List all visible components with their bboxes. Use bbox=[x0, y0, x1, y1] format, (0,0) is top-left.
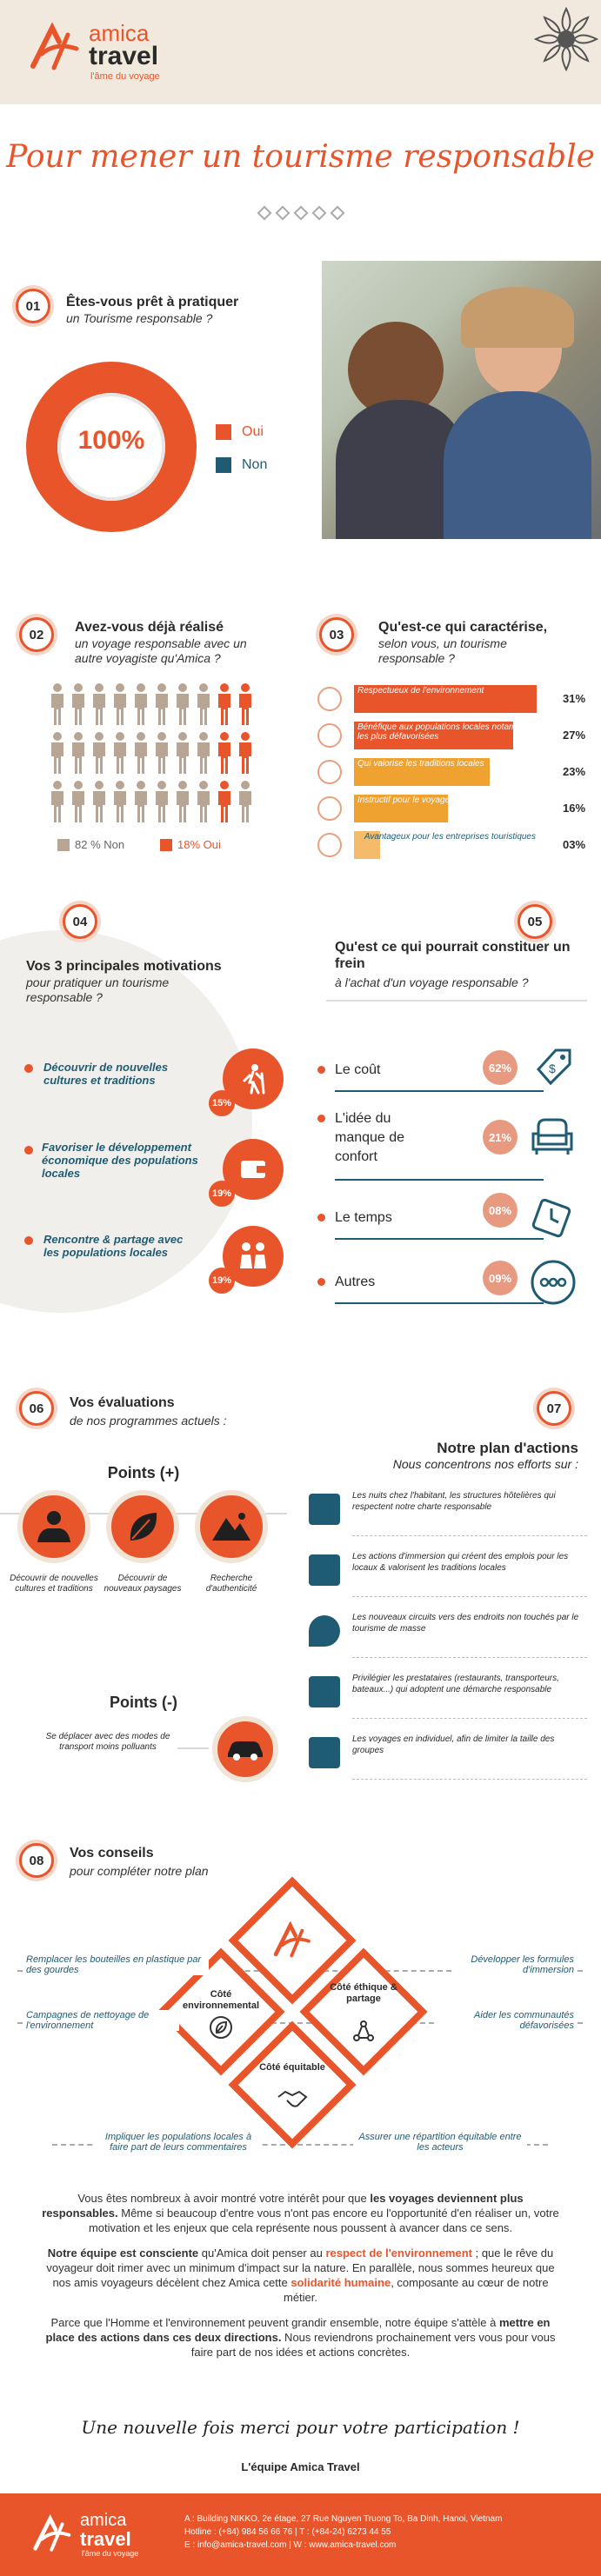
question-number: 01 bbox=[16, 289, 50, 323]
minus-title: Points (-) bbox=[110, 1694, 177, 1711]
characteristic-pct: 23% bbox=[563, 765, 586, 778]
text: Vous êtes nombreux à avoir montré votre intérêt pour que bbox=[77, 2192, 371, 2205]
brake-item bbox=[317, 1257, 596, 1309]
person-icon bbox=[174, 781, 191, 822]
question-number: 03 bbox=[319, 617, 354, 652]
section-q3 bbox=[300, 609, 601, 878]
briefcase-icon bbox=[317, 833, 342, 857]
advice-bottom-right: Assurer une répartition équitable entre les acteurs bbox=[353, 2132, 527, 2153]
question-subtitle: pour compléter notre plan bbox=[70, 1864, 209, 1878]
footer-phones[interactable]: Hotline : (+84) 984 56 66 76 | T : (+84-24) 6273 44 55 bbox=[184, 2527, 391, 2537]
question-subtitle: Nous concentrons nos efforts sur : bbox=[392, 1457, 578, 1471]
question-number: 06 bbox=[19, 1391, 54, 1426]
handshake-icon bbox=[17, 1490, 90, 1563]
characteristic-label: Qui valorise les traditions locales bbox=[357, 759, 484, 769]
user-icon bbox=[317, 723, 342, 748]
footer-tagline: l'âme du voyage bbox=[82, 2549, 139, 2558]
diamond-eq-label: Côté équitable bbox=[259, 2062, 325, 2073]
mountain-icon bbox=[195, 1490, 268, 1563]
header bbox=[0, 0, 601, 104]
signature: L'équipe Amica Travel bbox=[241, 2460, 360, 2473]
text: Nous reviendrons prochainement vers vous pour vous faire part de nos idées et actions concrètes. bbox=[190, 2331, 556, 2359]
text: ; que le rêve du voyageur doit rimer avec un minimum d'impact sur la nature. En parallèle, nous sommes heureux que nos amis voyageurs décèlent chez Amica cette bbox=[46, 2247, 555, 2289]
characteristic-label: Instructif pour le voyageur bbox=[357, 795, 458, 805]
action-divider bbox=[352, 1596, 587, 1597]
house-icon bbox=[309, 1494, 340, 1525]
characteristics-bar-list bbox=[317, 683, 596, 875]
more-options-icon bbox=[530, 1259, 577, 1306]
leaf-icon bbox=[317, 760, 342, 784]
price-tag-icon bbox=[530, 1043, 575, 1088]
section-q1 bbox=[0, 252, 601, 548]
section-q5 bbox=[300, 878, 601, 1339]
text-highlight: solidarité humaine bbox=[290, 2276, 391, 2289]
question-number: 04 bbox=[63, 904, 97, 939]
person-icon bbox=[111, 781, 129, 822]
advice-left-1: Remplacer les bouteilles en plastique par des gourdes bbox=[26, 1954, 209, 1975]
action-text: Les voyages en individuel, afin de limiter la taille des groupes bbox=[352, 1734, 555, 1755]
closing-paragraph-2 bbox=[42, 2246, 559, 2305]
svg-text:$: $ bbox=[549, 1062, 556, 1075]
closing-paragraph-3 bbox=[42, 2315, 559, 2360]
legend-label-yes: Oui bbox=[242, 424, 264, 439]
donut-value: 100% bbox=[77, 426, 145, 455]
brake-label: Le temps bbox=[335, 1210, 392, 1225]
brake-item bbox=[317, 1045, 596, 1097]
question-subtitle: un Tourisme responsable ? bbox=[66, 311, 213, 325]
legend-label-yes: 18% Oui bbox=[177, 838, 221, 851]
logo[interactable] bbox=[28, 19, 228, 80]
action-item bbox=[305, 1546, 592, 1601]
flower-ornament-icon bbox=[532, 5, 600, 73]
clock-icon bbox=[530, 1196, 573, 1240]
advice-left-2: Campagnes de nettoyage de l'environnement bbox=[26, 2010, 179, 2031]
legend-no bbox=[216, 457, 267, 473]
legend-label-no: Non bbox=[242, 457, 268, 472]
motivation-pct: 19% bbox=[209, 1268, 235, 1294]
text-highlight: respect de l'environnement bbox=[325, 2247, 472, 2260]
motivation-item bbox=[19, 1226, 280, 1295]
person-icon bbox=[90, 732, 108, 774]
question-title: Êtes-vous prêt à pratiquer bbox=[66, 295, 239, 310]
person-icon bbox=[216, 732, 233, 774]
person-icon bbox=[70, 732, 87, 774]
action-text: Les nouveaux circuits vers des endroits non touchés par le tourisme de masse bbox=[352, 1613, 579, 1634]
person-icon bbox=[111, 683, 129, 725]
legend-swatch-no bbox=[216, 457, 231, 473]
footer-logo[interactable] bbox=[31, 2509, 188, 2561]
footer-web[interactable]: E : info@amica-travel.com | W : www.amica-travel.com bbox=[184, 2540, 397, 2550]
brake-pct: 08% bbox=[483, 1193, 518, 1228]
question-subtitle: à l'achat d'un voyage responsable ? bbox=[335, 975, 529, 989]
text-bold: mettre en place des actions dans ces deux directions. bbox=[45, 2316, 551, 2344]
legend-swatch-no bbox=[57, 839, 70, 851]
plus-title: Points (+) bbox=[107, 1464, 180, 1481]
footer bbox=[0, 2493, 601, 2576]
question-number: 02 bbox=[19, 617, 54, 652]
action-plan-list bbox=[300, 1485, 601, 1815]
person-icon bbox=[195, 732, 212, 774]
section-q2 bbox=[0, 609, 300, 869]
section-q4 bbox=[0, 878, 300, 1339]
lightbulb-icon bbox=[317, 796, 342, 821]
person-icon bbox=[49, 732, 66, 774]
motivation-pct: 19% bbox=[209, 1181, 235, 1207]
person-icon bbox=[195, 781, 212, 822]
legend-yes bbox=[216, 424, 264, 440]
question-title: Qu'est-ce qui caractérise, bbox=[378, 620, 548, 635]
person-icon bbox=[90, 683, 108, 725]
characteristic-pct: 16% bbox=[563, 802, 586, 815]
closing-paragraph-1 bbox=[42, 2191, 559, 2235]
footer-brand: amica bbox=[80, 2511, 127, 2530]
action-text: Les nuits chez l'habitant, les structures hôtelières qui respectent notre charte responsable bbox=[352, 1491, 556, 1512]
logo-mark-icon bbox=[28, 23, 82, 73]
characteristic-row bbox=[317, 683, 596, 715]
minus-item: Se déplacer avec des modes de transport moins polluants bbox=[38, 1732, 177, 1753]
section-q6 bbox=[0, 1382, 300, 1817]
person-icon bbox=[237, 683, 254, 725]
page-title: Pour mener un tourisme responsable bbox=[6, 139, 595, 175]
person-icon bbox=[132, 683, 150, 725]
location-pin-icon bbox=[309, 1615, 340, 1647]
section-q7 bbox=[300, 1382, 601, 1817]
characteristic-label: Bénéfique aux populations locales notamment les plus défavorisées bbox=[357, 722, 536, 742]
person-icon bbox=[90, 781, 108, 822]
section-q8 bbox=[0, 1834, 601, 2200]
handshake-icon bbox=[277, 2087, 308, 2111]
travelers-photo bbox=[322, 261, 601, 539]
person-icon bbox=[195, 683, 212, 725]
leaf-icon bbox=[106, 1490, 179, 1563]
question-number: 08 bbox=[19, 1843, 54, 1878]
action-divider bbox=[352, 1657, 587, 1658]
question-title: Vos 3 principales motivations bbox=[26, 959, 222, 974]
brake-label: Autres bbox=[335, 1275, 376, 1289]
action-item bbox=[305, 1728, 592, 1784]
question-title: Notre plan d'actions bbox=[437, 1440, 578, 1456]
question-title: Vos évaluations bbox=[70, 1395, 175, 1410]
brake-pct: 09% bbox=[483, 1261, 518, 1295]
person-icon bbox=[237, 781, 254, 822]
characteristic-row bbox=[317, 756, 596, 788]
person-icon bbox=[216, 683, 233, 725]
thanks-message: Une nouvelle fois merci pour votre participation ! bbox=[81, 2417, 520, 2438]
motivation-label: Rencontre & partage avec les populations locales bbox=[43, 1233, 184, 1259]
logo-mark-icon bbox=[271, 1921, 313, 1960]
brand-name-2: travel bbox=[89, 42, 159, 70]
advice-right-1: Développer les formules d'immersion bbox=[452, 1954, 574, 1975]
question-title: Qu'est ce qui pourrait constituer un frein bbox=[335, 940, 571, 971]
person-icon bbox=[49, 683, 66, 725]
action-text: Privilégier les prestataires (restaurants, transporteurs, bateaux...) qui adoptent une démarche responsable bbox=[352, 1674, 559, 1694]
characteristic-row bbox=[317, 829, 596, 861]
person-icon bbox=[237, 732, 254, 774]
armchair-icon bbox=[528, 1115, 577, 1158]
person-icon bbox=[153, 683, 170, 725]
characteristic-label: Avantageux pour les entreprises touristiques bbox=[364, 832, 536, 842]
advice-bottom-left: Impliquer les populations locales à faire part de leurs commentaires bbox=[96, 2132, 261, 2153]
action-item bbox=[305, 1485, 592, 1541]
text-bold: Notre équipe est consciente bbox=[47, 2247, 199, 2260]
advice-right-2: Aider les communautés défavorisées bbox=[435, 2010, 574, 2031]
plus-item: Recherche d'authenticité bbox=[205, 1574, 257, 1594]
brake-item bbox=[317, 1106, 596, 1184]
person-icon bbox=[111, 732, 129, 774]
person-icon bbox=[132, 732, 150, 774]
question-title: Avez-vous déjà réalisé bbox=[75, 620, 224, 635]
text: Même si beaucoup d'entre vous n'ont pas encore eu l'opportunité d'en réaliser un, votre motivation et les enjeux que cela représente nous poussent à avancer dans ce sens. bbox=[88, 2207, 559, 2234]
brand-name: amica bbox=[89, 20, 150, 46]
text: , composante au cœur de notre métier. bbox=[283, 2276, 549, 2304]
question-number: 05 bbox=[518, 904, 552, 939]
person-icon bbox=[153, 781, 170, 822]
person-icon bbox=[70, 683, 87, 725]
motivation-label: Favoriser le développement économique des populations locales bbox=[42, 1141, 198, 1180]
characteristic-row bbox=[317, 720, 596, 751]
brake-item bbox=[317, 1193, 596, 1245]
characteristic-pct: 03% bbox=[563, 838, 586, 851]
footer-address: A : Building NIKKO, 2e étage, 27 Rue Nguyen Truong To, Ba Dinh, Hanoi, Vietnam bbox=[184, 2514, 503, 2524]
action-text: Les actions d'immersion qui créent des emplois pour les locaux & valorisent les traditions locales bbox=[352, 1552, 569, 1573]
brake-pct: 62% bbox=[483, 1050, 518, 1085]
question-title: Vos conseils bbox=[70, 1846, 154, 1860]
brake-pct: 21% bbox=[483, 1120, 518, 1155]
brake-label: Le coût bbox=[335, 1062, 381, 1077]
question-subtitle: selon vous, un tourisme responsable ? bbox=[378, 636, 507, 665]
motivation-pct: 15% bbox=[209, 1090, 235, 1116]
legend-label-no: 82 % Non bbox=[75, 838, 125, 851]
motivation-item bbox=[19, 1048, 280, 1118]
action-divider bbox=[352, 1779, 587, 1780]
plus-item: Découvrir de nouveaux paysages bbox=[104, 1574, 182, 1594]
characteristic-label: Respectueux de l'environnement bbox=[357, 686, 484, 696]
characteristic-pct: 31% bbox=[563, 692, 586, 705]
text: qu'Amica doit penser au bbox=[198, 2247, 326, 2260]
legend-no bbox=[57, 838, 124, 851]
brand-tagline: l'âme du voyage bbox=[90, 71, 160, 82]
characteristic-pct: 27% bbox=[563, 729, 586, 742]
legend-swatch-yes bbox=[216, 424, 231, 440]
action-divider bbox=[352, 1535, 587, 1536]
legend-yes bbox=[160, 838, 221, 851]
title-divider-ornament bbox=[259, 207, 343, 219]
footer-brand-2: travel bbox=[80, 2528, 131, 2550]
walker-icon bbox=[309, 1737, 340, 1768]
diamond-env-label: Côté environnemental bbox=[182, 1989, 260, 2011]
ship-icon bbox=[309, 1676, 340, 1707]
people-pictogram bbox=[49, 683, 257, 831]
logo-mark-icon bbox=[31, 2514, 73, 2554]
question-subtitle: pour pratiquer un tourisme responsable ? bbox=[26, 975, 170, 1004]
question-subtitle: un voyage responsable avec un autre voyagiste qu'Amica ? bbox=[75, 636, 247, 665]
text: Parce que l'Homme et l'environnement peuvent grandir ensemble, notre équipe s'attèle à bbox=[50, 2316, 499, 2329]
action-item bbox=[305, 1667, 592, 1723]
question-subtitle: de nos programmes actuels : bbox=[70, 1414, 227, 1428]
person-icon bbox=[174, 732, 191, 774]
characteristic-row bbox=[317, 793, 596, 824]
share-icon bbox=[351, 2019, 376, 2043]
motivation-label: Découvrir de nouvelles cultures et traditions bbox=[43, 1061, 169, 1087]
person-icon bbox=[70, 781, 87, 822]
person-icon bbox=[216, 781, 233, 822]
person-icon bbox=[49, 781, 66, 822]
question-number: 07 bbox=[537, 1391, 571, 1426]
sun-icon bbox=[317, 687, 342, 711]
plus-item: Découvrir de nouvelles cultures et traditions bbox=[10, 1574, 98, 1594]
text-bold: les voyages deviennent plus responsables. bbox=[42, 2192, 524, 2220]
map-marker-icon bbox=[309, 1554, 340, 1586]
car-icon bbox=[212, 1716, 278, 1782]
person-icon bbox=[153, 732, 170, 774]
brake-label: L'idée du manque de confort bbox=[335, 1111, 405, 1164]
leaf-icon bbox=[209, 2015, 233, 2040]
action-divider bbox=[352, 1718, 587, 1719]
action-item bbox=[305, 1607, 592, 1662]
person-icon bbox=[174, 683, 191, 725]
legend-swatch-yes bbox=[160, 839, 172, 851]
motivation-item bbox=[19, 1139, 280, 1208]
person-icon bbox=[132, 781, 150, 822]
closing-text bbox=[42, 2191, 559, 2360]
diamond-eth-label: Côté éthique & partage bbox=[330, 1982, 397, 2004]
